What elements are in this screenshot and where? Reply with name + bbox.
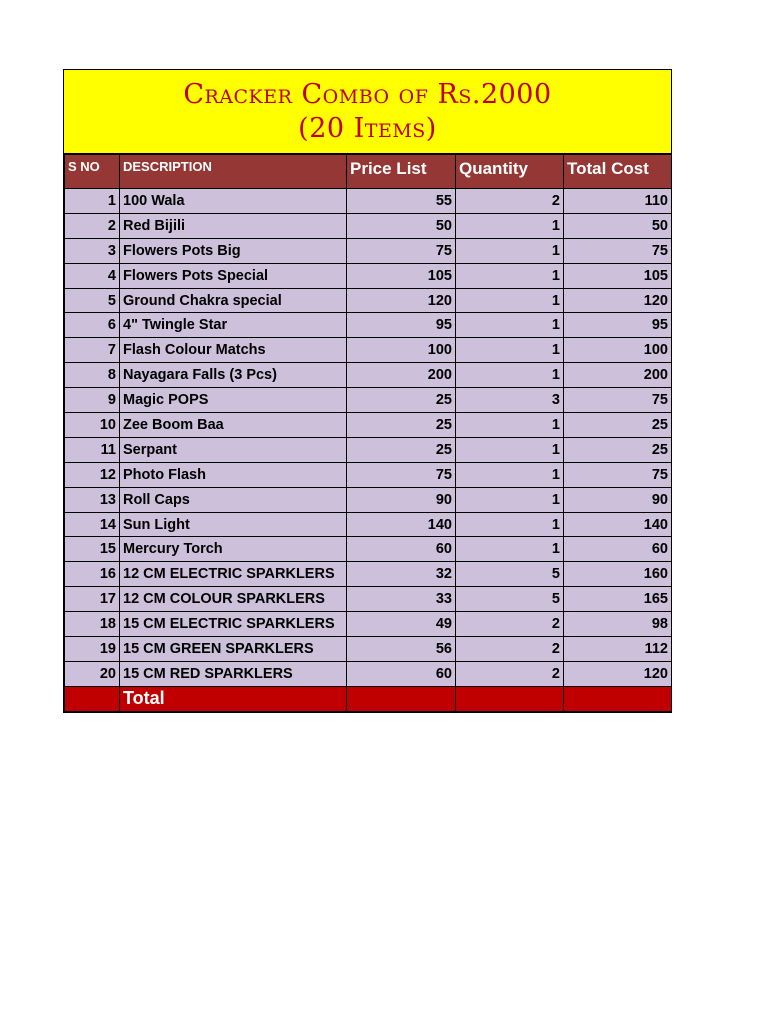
cell-quantity[interactable]: 1 — [456, 263, 564, 288]
cell-price[interactable]: 75 — [347, 462, 456, 487]
table-row — [65, 587, 672, 612]
cell-quantity[interactable]: 1 — [456, 537, 564, 562]
cell-quantity[interactable]: 2 — [456, 612, 564, 637]
cell-price[interactable]: 50 — [347, 213, 456, 238]
cell-total[interactable]: 120 — [564, 661, 672, 686]
cell-sno[interactable]: 15 — [65, 537, 120, 562]
table-row — [65, 213, 672, 238]
cell-description[interactable]: 12 CM ELECTRIC SPARKLERS — [120, 562, 347, 587]
cell-total[interactable]: 160 — [564, 562, 672, 587]
total-label[interactable]: Total — [120, 686, 347, 711]
cell-description[interactable]: Sun Light — [120, 512, 347, 537]
cell-sno[interactable]: 2 — [65, 213, 120, 238]
cell-total[interactable]: 140 — [564, 512, 672, 537]
cell-sno[interactable]: 8 — [65, 363, 120, 388]
cell-description[interactable]: Magic POPS — [120, 388, 347, 413]
cell-sno[interactable]: 14 — [65, 512, 120, 537]
cell-quantity[interactable]: 1 — [456, 512, 564, 537]
total-price-cell[interactable] — [347, 686, 456, 711]
cell-price[interactable]: 56 — [347, 637, 456, 662]
cell-quantity[interactable]: 1 — [456, 413, 564, 438]
cell-total[interactable]: 50 — [564, 213, 672, 238]
cell-price[interactable]: 49 — [347, 612, 456, 637]
cell-sno[interactable]: 7 — [65, 338, 120, 363]
cell-description[interactable]: Ground Chakra special — [120, 288, 347, 313]
total-quantity-cell[interactable] — [456, 686, 564, 711]
cell-total[interactable]: 200 — [564, 363, 672, 388]
cell-sno[interactable]: 13 — [65, 487, 120, 512]
cell-sno[interactable]: 16 — [65, 562, 120, 587]
total-sno-cell[interactable] — [65, 686, 120, 711]
cell-description[interactable]: Flash Colour Matchs — [120, 338, 347, 363]
items-table — [64, 154, 672, 712]
cell-description[interactable]: 15 CM GREEN SPARKLERS — [120, 637, 347, 662]
table-row — [65, 661, 672, 686]
cell-quantity[interactable]: 1 — [456, 437, 564, 462]
cell-description[interactable]: Roll Caps — [120, 487, 347, 512]
cell-sno[interactable]: 20 — [65, 661, 120, 686]
cell-description[interactable]: 15 CM RED SPARKLERS — [120, 661, 347, 686]
total-row — [65, 686, 672, 711]
cell-price[interactable]: 33 — [347, 587, 456, 612]
cell-total[interactable]: 75 — [564, 462, 672, 487]
table-row — [65, 512, 672, 537]
cell-total[interactable]: 100 — [564, 338, 672, 363]
cell-price[interactable]: 140 — [347, 512, 456, 537]
cell-sno[interactable]: 19 — [65, 637, 120, 662]
cell-quantity[interactable]: 2 — [456, 637, 564, 662]
header-quantity[interactable]: Quantity — [456, 155, 564, 189]
cell-sno[interactable]: 11 — [65, 437, 120, 462]
cell-description[interactable]: Flowers Pots Special — [120, 263, 347, 288]
table-row — [65, 637, 672, 662]
cell-total[interactable]: 120 — [564, 288, 672, 313]
table-row — [65, 363, 672, 388]
cell-total[interactable]: 98 — [564, 612, 672, 637]
cell-quantity[interactable]: 1 — [456, 238, 564, 263]
header-row — [65, 155, 672, 189]
cell-description[interactable]: Red Bijili — [120, 213, 347, 238]
table-row — [65, 462, 672, 487]
cell-quantity[interactable]: 2 — [456, 661, 564, 686]
table-row — [65, 612, 672, 637]
cell-total[interactable]: 60 — [564, 537, 672, 562]
cell-description[interactable]: Serpant — [120, 437, 347, 462]
cell-price[interactable]: 25 — [347, 388, 456, 413]
header-description[interactable]: DESCRIPTION — [120, 155, 347, 189]
price-sheet — [63, 69, 672, 713]
cell-price[interactable]: 60 — [347, 537, 456, 562]
table-row — [65, 263, 672, 288]
cell-quantity[interactable]: 2 — [456, 189, 564, 214]
cell-quantity[interactable]: 5 — [456, 562, 564, 587]
sheet-title: Cracker Combo of Rs.2000 — [183, 79, 552, 110]
cell-price[interactable]: 60 — [347, 661, 456, 686]
header-total-cost[interactable]: Total Cost — [564, 155, 672, 189]
table-row — [65, 437, 672, 462]
cell-description[interactable]: 100 Wala — [120, 189, 347, 214]
cell-quantity[interactable]: 1 — [456, 213, 564, 238]
cell-description[interactable]: 15 CM ELECTRIC SPARKLERS — [120, 612, 347, 637]
cell-description[interactable]: Flowers Pots Big — [120, 238, 347, 263]
table-row — [65, 413, 672, 438]
table-row — [65, 338, 672, 363]
sheet-subtitle: (20 Items) — [298, 113, 437, 144]
table-row — [65, 388, 672, 413]
cell-description[interactable]: Nayagara Falls (3 Pcs) — [120, 363, 347, 388]
cell-total[interactable]: 75 — [564, 388, 672, 413]
table-row — [65, 562, 672, 587]
cell-quantity[interactable]: 1 — [456, 363, 564, 388]
cell-total[interactable]: 165 — [564, 587, 672, 612]
cell-sno[interactable]: 5 — [65, 288, 120, 313]
cell-total[interactable]: 90 — [564, 487, 672, 512]
title-banner — [64, 70, 671, 154]
cell-sno[interactable]: 6 — [65, 313, 120, 338]
cell-price[interactable]: 95 — [347, 313, 456, 338]
cell-sno[interactable]: 10 — [65, 413, 120, 438]
cell-sno[interactable]: 1 — [65, 189, 120, 214]
cell-description[interactable]: Zee Boom Baa — [120, 413, 347, 438]
table-body — [65, 189, 672, 687]
cell-sno[interactable]: 17 — [65, 587, 120, 612]
cell-sno[interactable]: 4 — [65, 263, 120, 288]
cell-price[interactable]: 25 — [347, 413, 456, 438]
header-price-list[interactable]: Price List — [347, 155, 456, 189]
cell-sno[interactable]: 3 — [65, 238, 120, 263]
cell-price[interactable]: 105 — [347, 263, 456, 288]
cell-quantity[interactable]: 1 — [456, 288, 564, 313]
table-row — [65, 487, 672, 512]
cell-price[interactable]: 100 — [347, 338, 456, 363]
cell-price[interactable]: 200 — [347, 363, 456, 388]
cell-quantity[interactable]: 3 — [456, 388, 564, 413]
cell-total[interactable]: 95 — [564, 313, 672, 338]
cell-sno[interactable]: 9 — [65, 388, 120, 413]
table-row — [65, 189, 672, 214]
table-row — [65, 288, 672, 313]
cell-total[interactable]: 110 — [564, 189, 672, 214]
cell-sno[interactable]: 18 — [65, 612, 120, 637]
cell-price[interactable]: 75 — [347, 238, 456, 263]
cell-price[interactable]: 25 — [347, 437, 456, 462]
table-row — [65, 313, 672, 338]
cell-quantity[interactable]: 1 — [456, 338, 564, 363]
cell-description[interactable]: 4" Twingle Star — [120, 313, 347, 338]
cell-description[interactable]: Mercury Torch — [120, 537, 347, 562]
cell-total[interactable]: 112 — [564, 637, 672, 662]
cell-price[interactable]: 32 — [347, 562, 456, 587]
cell-total[interactable]: 75 — [564, 238, 672, 263]
table-row — [65, 537, 672, 562]
cell-total[interactable]: 25 — [564, 437, 672, 462]
cell-total[interactable]: 25 — [564, 413, 672, 438]
cell-price[interactable]: 120 — [347, 288, 456, 313]
total-cost-cell[interactable] — [564, 686, 672, 711]
cell-quantity[interactable]: 1 — [456, 313, 564, 338]
table-row — [65, 238, 672, 263]
cell-price[interactable]: 90 — [347, 487, 456, 512]
cell-sno[interactable]: 12 — [65, 462, 120, 487]
cell-description[interactable]: Photo Flash — [120, 462, 347, 487]
cell-price[interactable]: 55 — [347, 189, 456, 214]
cell-quantity[interactable]: 1 — [456, 487, 564, 512]
cell-total[interactable]: 105 — [564, 263, 672, 288]
cell-quantity[interactable]: 5 — [456, 587, 564, 612]
header-sno[interactable]: S NO — [65, 155, 120, 189]
cell-description[interactable]: 12 CM COLOUR SPARKLERS — [120, 587, 347, 612]
cell-quantity[interactable]: 1 — [456, 462, 564, 487]
